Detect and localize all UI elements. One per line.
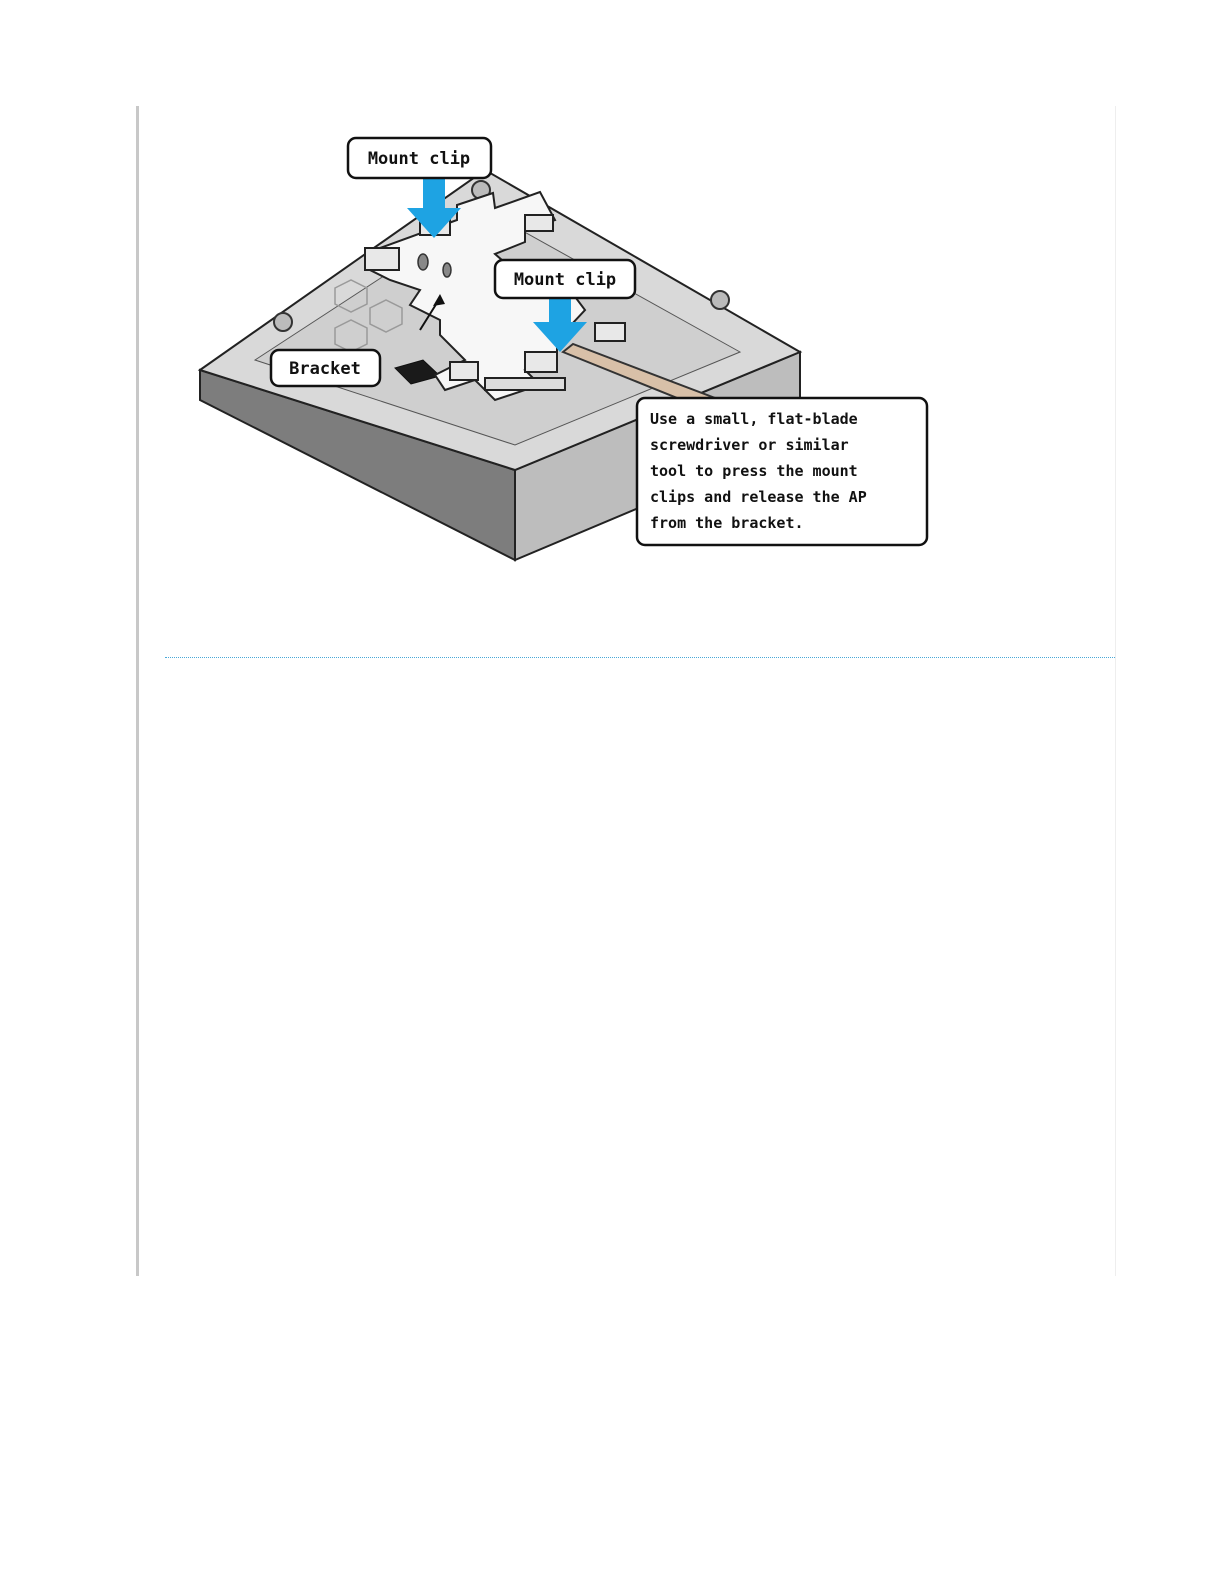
callout-mount-clip-top [348, 138, 491, 178]
callout-bracket [271, 350, 380, 386]
mount-clip-release-illustration [195, 130, 945, 580]
illustration-svg [195, 130, 945, 580]
bracket-clip [595, 323, 625, 341]
bracket-clip [525, 352, 557, 372]
keyhole-slot [418, 254, 428, 270]
callout-mount-clip-right [495, 260, 635, 298]
callout-label: Bracket [289, 359, 361, 379]
screw-hole [274, 313, 292, 331]
bracket-clip [365, 248, 399, 270]
section-divider [165, 657, 1115, 658]
callout-instructions [637, 398, 927, 545]
instruction-line: Use a small, flat-blade [650, 410, 858, 428]
left-margin-rule [136, 106, 139, 1276]
right-margin-rule [1115, 106, 1116, 1276]
keyhole-slot [443, 263, 451, 277]
callout-label: Mount clip [513, 270, 617, 290]
bracket-clip [525, 215, 553, 231]
bracket-rail [485, 378, 565, 390]
bracket-clip [450, 362, 478, 380]
instruction-line: tool to press the mount [650, 462, 858, 480]
instruction-line: clips and release the AP [650, 488, 867, 506]
instruction-line: screwdriver or similar [650, 436, 849, 454]
callout-label: Mount clip [367, 149, 471, 169]
screw-hole [711, 291, 729, 309]
instruction-line: from the bracket. [650, 514, 804, 532]
